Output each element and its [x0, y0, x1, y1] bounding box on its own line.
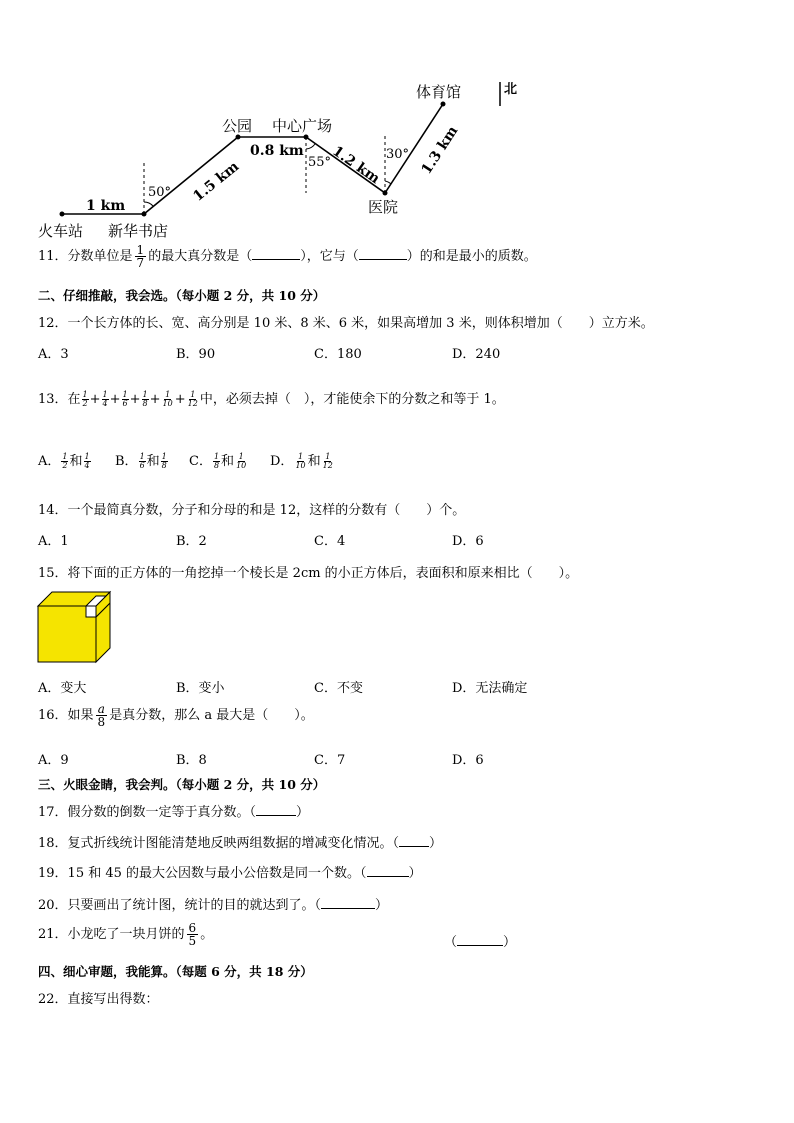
q14-option-d[interactable]: D．6	[452, 534, 484, 549]
q14-option-b[interactable]: B．2	[176, 534, 207, 549]
q14-option-c[interactable]: C．4	[314, 534, 346, 549]
answer-blank-18[interactable]	[399, 846, 429, 847]
dist-hospital-gym: 1.3 km	[418, 123, 462, 178]
north-label: 北	[504, 82, 518, 97]
question-18: 18．复式折线统计图能清楚地反映两组数据的增减变化情况。（ ）	[38, 836, 443, 851]
label-gym: 体育馆	[416, 83, 462, 101]
label-station: 火车站	[38, 222, 84, 240]
q15-option-d[interactable]: D．无法确定	[452, 681, 528, 696]
route-map	[0, 0, 794, 250]
answer-blank-21[interactable]	[457, 945, 503, 946]
q13-option-c[interactable]: C． $\frac{1}{8}$ 和 $\frac{1}{10}$	[189, 452, 247, 470]
question-21: 21．小龙吃了一块月饼的 $\frac{6}{5}$ 。	[38, 921, 214, 948]
q16-option-d[interactable]: D．6	[452, 753, 484, 768]
question-16: 16．如果 $\frac{a}{8}$ 是真分数，那么 a 最大是（ ）。	[38, 702, 314, 729]
dist-park-plaza: 0.8 km	[250, 143, 304, 159]
q12-option-d[interactable]: D．240	[452, 347, 501, 362]
section-4-title: 四、细心审题，我能算。（每题 6 分，共 18 分）	[38, 964, 313, 979]
angle-bookstore: 50°	[148, 185, 172, 200]
question-14: 14．一个最简真分数，分子和分母的和是 12，这样的分数有（ ）个。	[38, 503, 466, 518]
q13-option-a[interactable]: A． $\frac{1}{2}$ 和 $\frac{1}{4}$	[38, 452, 90, 470]
q12-option-a[interactable]: A．3	[38, 347, 69, 362]
cube-figure	[36, 590, 114, 664]
fraction-unit: $\frac{1}{7}$	[136, 243, 145, 270]
q12-option-c[interactable]: C．180	[314, 347, 362, 362]
answer-blank-11b[interactable]	[359, 259, 407, 260]
question-20: 20．只要画出了统计图，统计的目的就达到了。（ ）	[38, 898, 389, 913]
dist-station-bookstore: 1 km	[86, 198, 126, 214]
label-plaza: 中心广场	[272, 117, 333, 135]
question-22: 22．直接写出得数：	[38, 992, 159, 1007]
q15-option-c[interactable]: C．不变	[314, 681, 363, 696]
question-21-answer: （ ）	[444, 935, 517, 950]
section-3-title: 三、火眼金睛，我会判。（每小题 2 分，共 10 分）	[38, 777, 326, 792]
q16-option-b[interactable]: B．8	[176, 753, 207, 768]
dist-bookstore-park: 1.5 km	[190, 158, 243, 205]
question-11: 11．分数单位是 $\frac{1}{7}$ 的最大真分数是（ ），它与（ ）的和是最小的质数。	[38, 243, 537, 270]
label-park: 公园	[222, 117, 253, 135]
answer-blank-11a[interactable]	[252, 259, 300, 260]
answer-blank-19[interactable]	[367, 876, 409, 877]
answer-blank-17[interactable]	[256, 815, 296, 816]
q13-option-d[interactable]: D． $\frac{1}{10}$ 和 $\frac{1}{12}$	[270, 452, 333, 470]
question-13: 13．在 $\frac{1}{2}$ + $\frac{1}{4}$ + $\frac{1}{6}$ + $\frac{1}{8}$ + $\frac{1}{10}$ + $\frac{1}{12}$ 中，必须去掉（ ），才能使余下的分数之和等于 1。	[38, 390, 505, 408]
q15-option-a[interactable]: A．变大	[38, 681, 87, 696]
question-17: 17．假分数的倒数一定等于真分数。（ ）	[38, 805, 310, 820]
angle-plaza: 55°	[308, 155, 332, 170]
label-hospital: 医院	[368, 198, 399, 216]
question-19: 19．15 和 45 的最大公因数与最小公倍数是同一个数。（ ）	[38, 866, 422, 881]
q16-option-a[interactable]: A．9	[38, 753, 69, 768]
q13-option-b[interactable]: B． $\frac{1}{6}$ 和 $\frac{1}{8}$	[115, 452, 167, 470]
q16-option-c[interactable]: C．7	[314, 753, 346, 768]
answer-blank-20[interactable]	[321, 908, 375, 909]
question-12: 12．一个长方体的长、宽、高分别是 10 米、8 米、6 米，如果高增加 3 米，则体积增加（ ）立方米。	[38, 316, 654, 331]
angle-hospital: 30°	[386, 147, 410, 162]
q15-option-b[interactable]: B．变小	[176, 681, 225, 696]
q14-option-a[interactable]: A．1	[38, 534, 69, 549]
question-15: 15．将下面的正方体的一角挖掉一个棱长是 2cm 的小正方体后，表面积和原来相比（ ）。	[38, 566, 579, 581]
q12-option-b[interactable]: B．90	[176, 347, 216, 362]
label-bookstore: 新华书店	[108, 222, 169, 240]
dist-plaza-hospital: 1.2 km	[329, 143, 383, 188]
section-2-title: 二、仔细推敲，我会选。（每小题 2 分，共 10 分）	[38, 288, 326, 303]
